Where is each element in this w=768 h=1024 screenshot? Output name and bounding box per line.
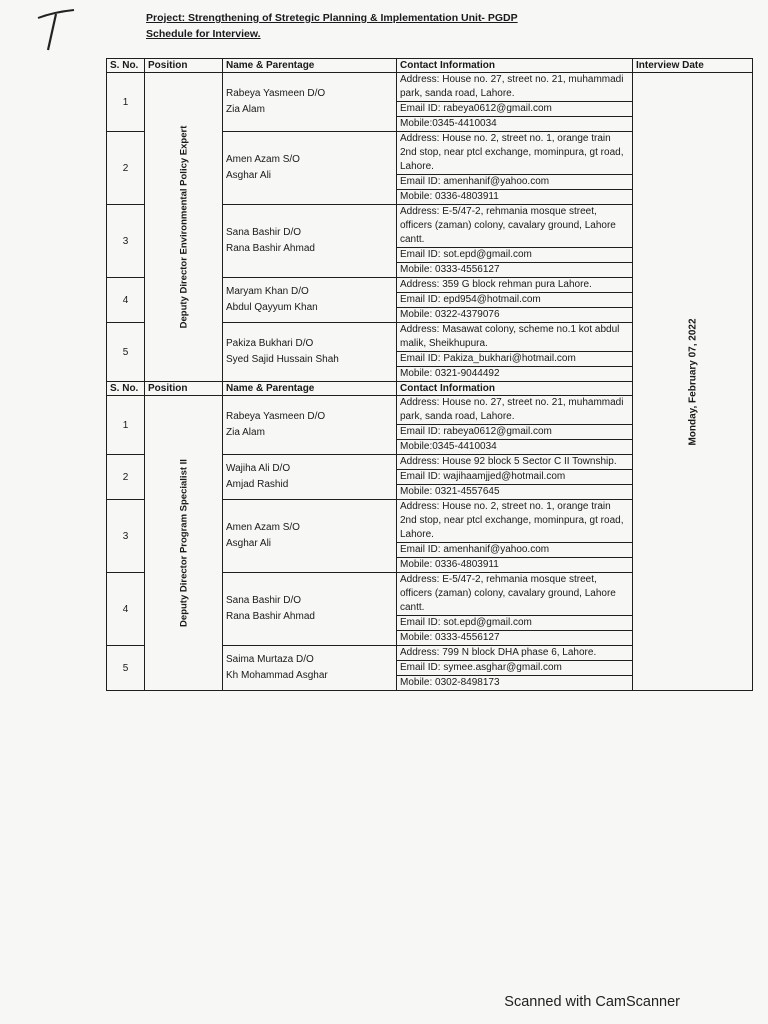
- mobile-cell: Mobile: 0336-4803911: [397, 558, 633, 573]
- position-wrap: [148, 73, 219, 381]
- mobile-cell: Mobile: 0321-4557645: [397, 485, 633, 500]
- candidate-parentage: Zia Alam: [226, 427, 265, 438]
- interview-date-cell: [633, 73, 753, 691]
- address-cell: Address: E-5/47-2, rehmania mosque street, officers (zaman) colony, cavalary ground, Lahore cantt.: [397, 205, 633, 248]
- email-cell: Email ID: amenhanif@yahoo.com: [397, 543, 633, 558]
- candidate-parentage: Syed Sajid Hussain Shah: [226, 354, 339, 365]
- serial-number: 1: [107, 396, 145, 455]
- address-cell: Address: 359 G block rehman pura Lahore.: [397, 278, 633, 293]
- document-title: [146, 10, 518, 42]
- col-header-position: Position: [145, 382, 223, 396]
- address-cell: Address: House no. 27, street no. 21, muhammadi park, sanda road, Lahore.: [397, 396, 633, 425]
- position-cell: [145, 396, 223, 691]
- serial-number: 2: [107, 132, 145, 205]
- mobile-cell: Mobile: 0333-4556127: [397, 631, 633, 646]
- candidate-name-cell: [223, 73, 397, 132]
- candidate-name-cell: [223, 573, 397, 646]
- email-cell: Email ID: sot.epd@gmail.com: [397, 616, 633, 631]
- mobile-cell: Mobile:0345-4410034: [397, 117, 633, 132]
- col-header-contact: Contact Information: [397, 382, 633, 396]
- col-header-name: Name & Parentage: [223, 382, 397, 396]
- email-cell: Email ID: rabeya0612@gmail.com: [397, 425, 633, 440]
- address-cell: Address: 799 N block DHA phase 6, Lahore.: [397, 646, 633, 661]
- candidate-name: Wajiha Ali D/O: [226, 463, 291, 474]
- address-cell: Address: House no. 27, street no. 21, muhammadi park, sanda road, Lahore.: [397, 73, 633, 102]
- email-cell: Email ID: sot.epd@gmail.com: [397, 248, 633, 263]
- col-header-contact: Contact Information: [397, 59, 633, 73]
- address-cell: Address: E-5/47-2, rehmania mosque street, officers (zaman) colony, cavalary ground, Lahore cantt.: [397, 573, 633, 616]
- position-title: Deputy Director Program Specialist II: [178, 459, 189, 627]
- candidate-name: Maryam Khan D/O: [226, 286, 309, 297]
- candidate-name-cell: [223, 455, 397, 500]
- candidate-name-cell: [223, 396, 397, 455]
- schedule-title: Schedule for Interview.: [146, 28, 261, 40]
- candidate-name-cell: [223, 132, 397, 205]
- position-title: Deputy Director Environmental Policy Expert: [178, 125, 189, 329]
- candidate-name: Rabeya Yasmeen D/O: [226, 88, 326, 99]
- address-cell: Address: House no. 2, street no. 1, orange train 2nd stop, near ptcl exchange, mominpura, gt road, Lahore.: [397, 132, 633, 175]
- mobile-cell: Mobile: 0322-4379076: [397, 308, 633, 323]
- candidate-name: Sana Bashir D/O: [226, 595, 302, 606]
- candidate-name: Pakiza Bukhari D/O: [226, 338, 314, 349]
- interview-date: Monday, February 07, 2022: [687, 317, 698, 446]
- email-cell: Email ID: Pakiza_bukhari@hotmail.com: [397, 352, 633, 367]
- candidate-name: Amen Azam S/O: [226, 522, 300, 533]
- serial-number: 1: [107, 73, 145, 132]
- candidate-parentage: Abdul Qayyum Khan: [226, 302, 318, 313]
- candidate-name-cell: [223, 500, 397, 573]
- col-header-sno: S. No.: [107, 59, 145, 73]
- candidate-name: Rabeya Yasmeen D/O: [226, 411, 326, 422]
- col-header-sno: S. No.: [107, 382, 145, 396]
- serial-number: 4: [107, 573, 145, 646]
- project-title: Project: Strengthening of Stretegic Planning & Implementation Unit- PGDP: [146, 12, 518, 24]
- serial-number: 5: [107, 323, 145, 382]
- interview-schedule-table: [106, 58, 753, 691]
- candidate-parentage: Zia Alam: [226, 104, 265, 115]
- serial-number: 4: [107, 278, 145, 323]
- mobile-cell: Mobile: 0302-8498173: [397, 676, 633, 691]
- mobile-cell: Mobile: 0336-4803911: [397, 190, 633, 205]
- serial-number: 5: [107, 646, 145, 691]
- email-cell: Email ID: amenhanif@yahoo.com: [397, 175, 633, 190]
- email-cell: Email ID: epd954@hotmail.com: [397, 293, 633, 308]
- candidate-parentage: Rana Bashir Ahmad: [226, 243, 315, 254]
- position-cell: [145, 73, 223, 382]
- mobile-cell: Mobile: 0333-4556127: [397, 263, 633, 278]
- serial-number: 3: [107, 205, 145, 278]
- candidate-name: Saima Murtaza D/O: [226, 654, 314, 665]
- candidate-name-cell: [223, 323, 397, 382]
- camscanner-watermark: Scanned with CamScanner: [504, 994, 680, 1010]
- header-row: [107, 59, 753, 73]
- candidate-parentage: Kh Mohammad Asghar: [226, 670, 328, 681]
- mobile-cell: Mobile: 0321-9044492: [397, 367, 633, 382]
- candidate-parentage: Rana Bashir Ahmad: [226, 611, 315, 622]
- candidate-name-cell: [223, 646, 397, 691]
- address-cell: Address: House 92 block 5 Sector C II Township.: [397, 455, 633, 470]
- position-wrap: [148, 396, 219, 690]
- col-header-name: Name & Parentage: [223, 59, 397, 73]
- table-row: [107, 73, 753, 102]
- serial-number: 2: [107, 455, 145, 500]
- candidate-parentage: Asghar Ali: [226, 170, 272, 181]
- candidate-name-cell: [223, 278, 397, 323]
- corner-pen-mark: [34, 4, 78, 54]
- col-header-position: Position: [145, 59, 223, 73]
- mobile-cell: Mobile:0345-4410034: [397, 440, 633, 455]
- candidate-name: Sana Bashir D/O: [226, 227, 302, 238]
- candidate-parentage: Asghar Ali: [226, 538, 272, 549]
- email-cell: Email ID: wajihaamjjed@hotmail.com: [397, 470, 633, 485]
- email-cell: Email ID: rabeya0612@gmail.com: [397, 102, 633, 117]
- candidate-parentage: Amjad Rashid: [226, 479, 289, 490]
- candidate-name-cell: [223, 205, 397, 278]
- interview-date-wrap: [636, 73, 749, 690]
- col-header-date: Interview Date: [633, 59, 753, 73]
- email-cell: Email ID: symee.asghar@gmail.com: [397, 661, 633, 676]
- serial-number: 3: [107, 500, 145, 573]
- candidate-name: Amen Azam S/O: [226, 154, 300, 165]
- address-cell: Address: House no. 2, street no. 1, orange train 2nd stop, near ptcl exchange, mominpura, gt road, Lahore.: [397, 500, 633, 543]
- address-cell: Address: Masawat colony, scheme no.1 kot abdul malik, Sheikhupura.: [397, 323, 633, 352]
